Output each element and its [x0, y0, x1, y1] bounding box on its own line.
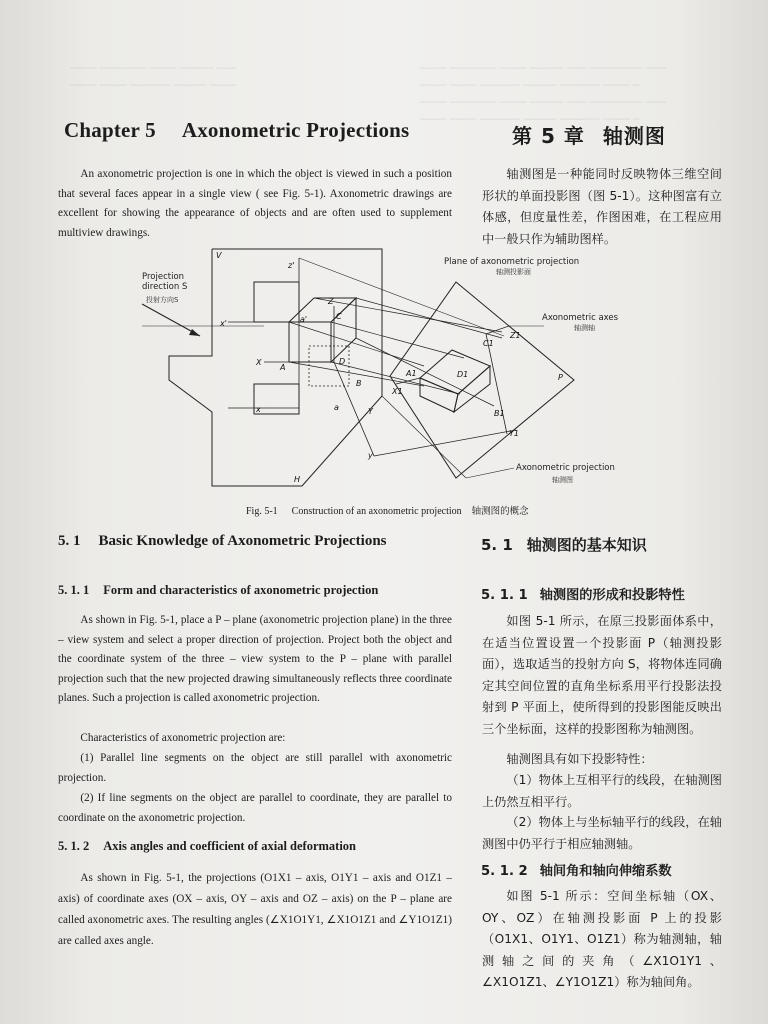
section-5-1-2-title-en: Axis angles and coefficient of axial deformation [103, 839, 357, 853]
section-5-1-1-paragraph-4-zh: （2）物体上与坐标轴平行的线段，在轴测图中仍平行于相应轴测轴。 [482, 815, 722, 851]
intro-paragraph-en: An axonometric projection is one in which the object is viewed in such a position that several faces appear in a single view ( see Fig. 5-1). Axonometric drawings are excellent for showing the appearance of objects and are often used to supplement multiview drawings. [58, 168, 452, 239]
section-5-1-1-paragraph-4-en: (2) If line segments on the object are parallel to coordinate, they are parallel to coordinate on the axonometric projection. [58, 792, 452, 824]
label-b1: B1 [494, 409, 505, 418]
chapter-title-en [64, 118, 409, 143]
label-x-prime: x' [220, 319, 227, 328]
chapter-name-zh: 轴测图 [602, 124, 666, 148]
section-5-1-2-paragraph-1-zh: 如图 5-1 所示：空间坐标轴（OX、OY、OZ）在轴测投影面 P 上的投影（O1X1、O1Y1、O1Z1）称为轴测轴，轴测轴之间的夹角（∠X1O1Y1、∠X1O1Z1、∠Y1O1Z1）称为轴间角。 [482, 889, 722, 990]
bleed-through-text: ──── ─────── ──── ───── ─── ──────── ─── ──── ──── ────── ───── ────── ──── ─ ──── ─────── ──── ───── ─── ──────── ─── ──── ──── ────── ───── ────── ──── ─ [420, 62, 667, 126]
section-5-1-1-number-en: 5. 1. 1 [58, 583, 90, 597]
bleed-through-text-2: ──── ─────── ──── ───── ─── ──── ──── ────── ───── ──── [70, 62, 237, 92]
figure-caption [246, 503, 529, 517]
label-h: H [294, 475, 301, 484]
chapter-title-zh [512, 120, 666, 149]
caption-en: Construction of an axonometric projection [291, 506, 462, 517]
label-a-prime: a' [300, 315, 308, 324]
label-z1: Z1 [510, 331, 521, 340]
figure-axonometric-construction [134, 246, 634, 501]
section-5-1-number-zh: 5. 1 [481, 536, 513, 554]
label-v: V [216, 251, 222, 260]
label-axes-zh: 轴测轴 [574, 324, 595, 332]
section-5-1-1-heading-zh [481, 584, 685, 603]
section-5-1-1-paragraph-1-en: As shown in Fig. 5-1, place a P – plane (axonometric projection plane) in the three – view system and select a proper direction of projection. Project both the object and the coordinate system of the three – view system to the P – plane with parallel projection such that the new projected drawing simultaneously reflects three coordinate planes. Such a projection is called axonometric projection. [58, 614, 452, 705]
label-z-big: Z [328, 297, 334, 306]
label-y1: Y1 [509, 429, 519, 438]
label-d1: D1 [457, 370, 469, 379]
section-5-1-1-number-zh: 5. 1. 1 [481, 588, 528, 603]
section-5-1-1-title-zh: 轴测图的形成和投影特性 [539, 588, 685, 603]
label-axes-en: Axonometric axes [542, 313, 619, 323]
section-5-1-1-paragraph-2-en: Characteristics of axonometric projection are: [80, 732, 286, 744]
label-y-small: y [368, 451, 373, 460]
chapter-number-zh: 第 5 章 [512, 124, 585, 148]
section-5-1-2-number-en: 5. 1. 2 [58, 839, 90, 853]
label-b-big: B [356, 379, 362, 388]
chapter-number-en: Chapter 5 [64, 118, 156, 142]
section-5-1-2-paragraph-1-en: As shown in Fig. 5-1, the projections (O1X1 – axis, O1Y1 – axis and O1Z1 – axis) of coordinate axes (OX – axis, OY – axis and OZ – axis) on the P – plane are called axonometric axes. The resulting angles (∠X1O1Y1, ∠X1O1Z1 and ∠Y1O1Z1) are called axes angle. [58, 872, 452, 947]
label-x-small: x [256, 405, 261, 414]
label-c: C [336, 312, 342, 321]
section-5-1-heading-en [58, 533, 387, 550]
label-plane-zh: 轴测投影面 [496, 268, 531, 276]
section-5-1-2-heading-zh [481, 860, 672, 879]
caption-number: Fig. 5-1 [246, 506, 278, 517]
label-projection-en: Axonometric projection [516, 463, 615, 473]
section-5-1-title-zh: 轴测图的基本知识 [526, 536, 647, 554]
label-a1: A1 [406, 369, 417, 378]
intro-paragraph-zh: 轴测图是一种能同时反映物体三维空间形状的单面投影图（图 5-1）。这种图富有立体感，但度量性差，作图困难，在工程应用中一般只作为辅助图样。 [482, 167, 722, 246]
section-5-1-1-heading-en [58, 583, 378, 598]
section-5-1-title-en: Basic Knowledge of Axonometric Projections [98, 533, 387, 549]
label-p: P [558, 373, 563, 382]
section-5-1-1-paragraph-1-zh: 如图 5-1 所示，在原三投影面体系中，在适当位置设置一个投影面 P（轴测投影面），选取适当的投射方向 S，将物体连同确定其空间位置的直角坐标系用平行投影法投射到 P 平面上，使所得到的投影图能反映出三个坐标面，这样的投影图称为轴测图。 [482, 614, 722, 736]
section-5-1-2-title-zh: 轴间角和轴向伸缩系数 [539, 864, 672, 879]
section-5-1-1-title-en: Form and characteristics of axonometric projection [103, 583, 379, 597]
label-a-big: A [280, 363, 286, 372]
section-5-1-2-heading-en [58, 839, 356, 854]
chapter-name-en: Axonometric Projections [181, 118, 410, 142]
label-projection-zh: 轴测图 [552, 476, 573, 484]
label-d: D [339, 357, 346, 366]
label-y-big: Y [368, 407, 373, 416]
v-plane-outline [169, 249, 382, 486]
label-x1: X1 [392, 387, 403, 396]
section-5-1-2-number-zh: 5. 1. 2 [481, 864, 528, 879]
caption-zh: 轴测图的概念 [471, 506, 529, 517]
label-plane-en: Plane of axonometric projection [444, 257, 580, 267]
label-a-small: a [334, 403, 339, 412]
p-plane [390, 282, 574, 478]
label-projection-direction-zh: 投射方向S [146, 296, 179, 304]
section-5-1-1-paragraph-3-en: (1) Parallel line segments on the object are still parallel with axonometric projection. [58, 752, 452, 784]
section-5-1-1-paragraph-2-zh: 轴测图具有如下投影特性： [506, 752, 653, 766]
label-projection-direction-1: Projection [142, 272, 185, 282]
section-5-1-number-en: 5. 1 [58, 533, 81, 549]
section-5-1-1-paragraph-3-zh: （1）物体上互相平行的线段，在轴测图上仍然互相平行。 [482, 773, 722, 809]
section-5-1-heading-zh [481, 534, 647, 555]
label-c1: C1 [483, 339, 494, 348]
label-projection-direction-2: direction S [142, 282, 188, 292]
label-z-prime: z' [288, 261, 295, 270]
label-x-big: X [256, 358, 262, 367]
